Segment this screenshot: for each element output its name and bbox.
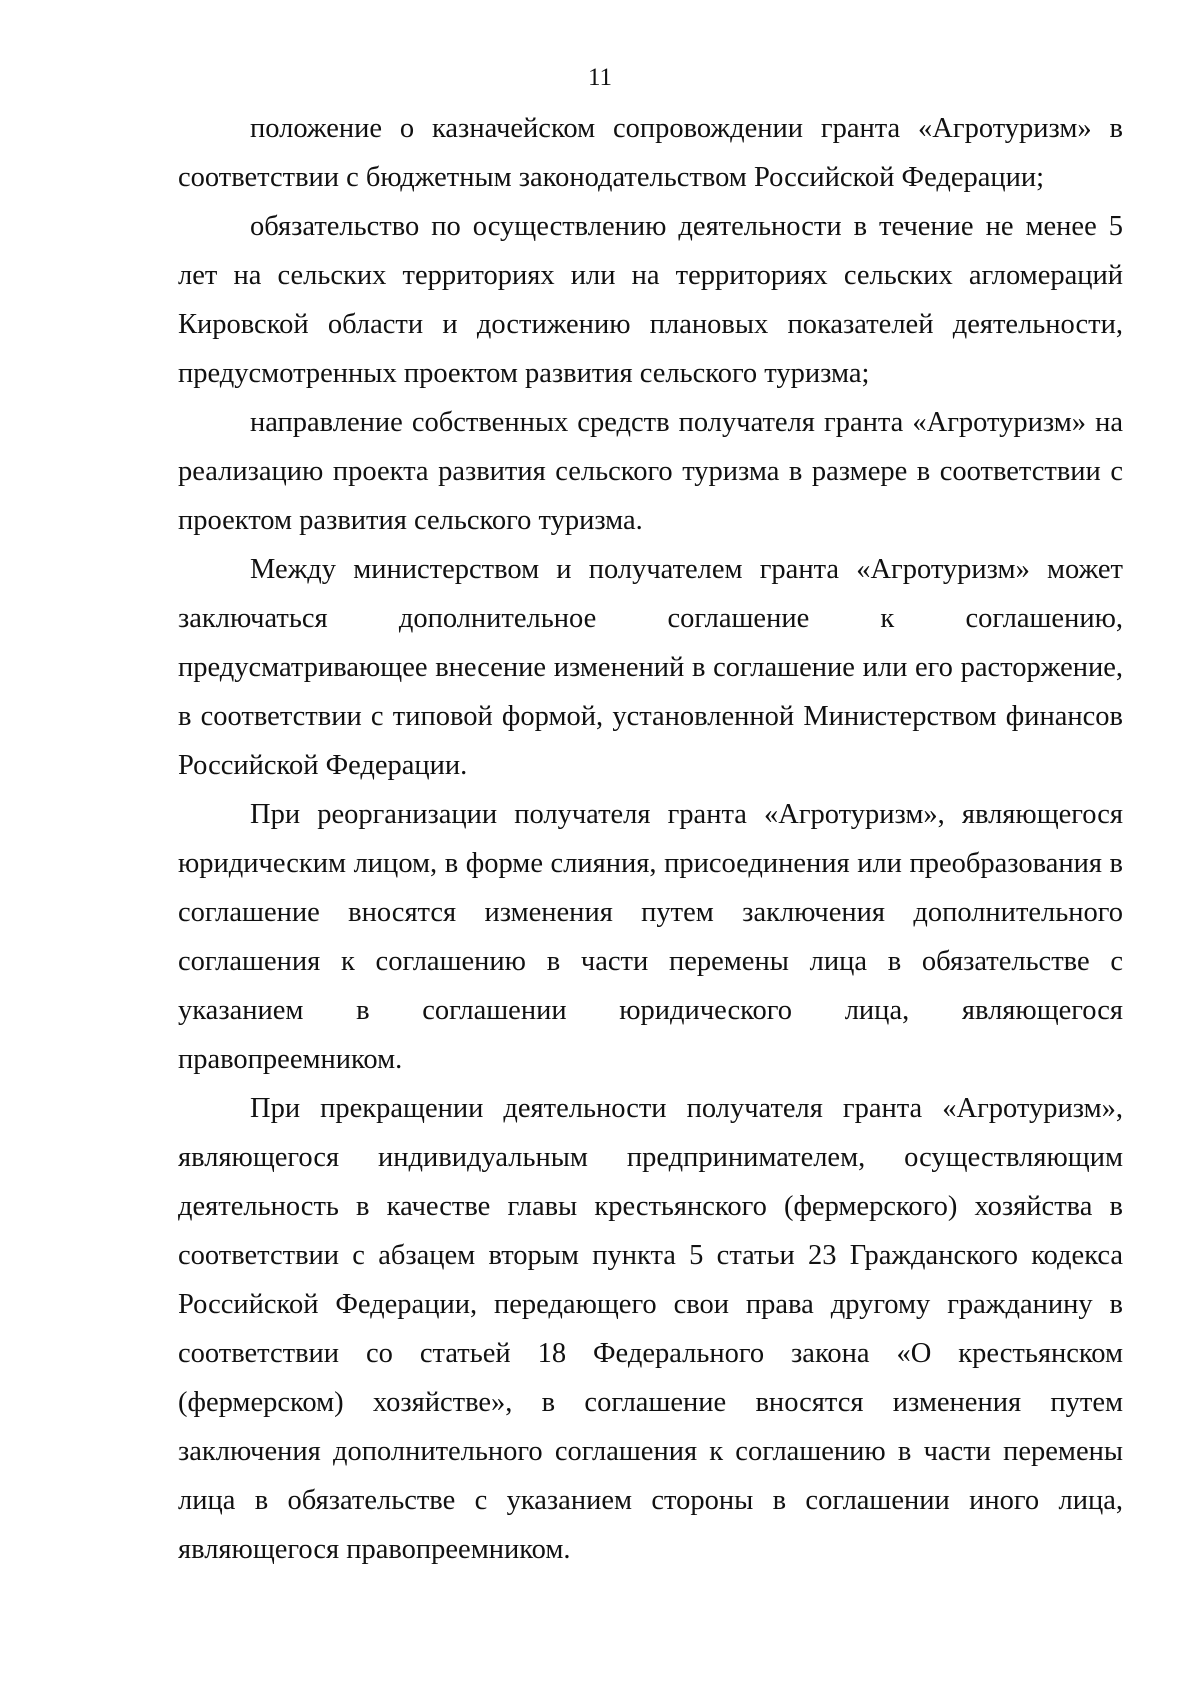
paragraph-own-funds: направление собственных средств получателя гранта «Агротуризм» на реализацию проекта развития сельского туризма в размере в соответствии с проектом развития сельского туризма. (178, 407, 1123, 536)
document-body (178, 104, 1123, 1574)
paragraph-additional-agreement: Между министерством и получателем гранта «Агротуризм» может заключаться дополнительное соглашение к соглашению, предусматривающее внесение изменений в соглашение или его расторжение, в соответствии с типовой формой, установленной Министерством финансов Российской Федерации. (178, 554, 1123, 781)
paragraph-treasury-support: положение о казначейском сопровождении гранта «Агротуризм» в соответствии с бюджетным законодательством Российской Федерации; (178, 113, 1123, 193)
paragraph-termination: При прекращении деятельности получателя гранта «Агротуризм», являющегося индивидуальным предпринимателем, осуществляющим деятельность в качестве главы крестьянского (фермерского) хозяйства в соответствии с абзацем вторым пункта 5 статьи 23 Гражданского кодекса Российской Федерации, передающего свои права другому гражданину в соответствии со статьей 18 Федерального закона «О крестьянском (фермерском) хозяйстве», в соглашение вносятся изменения путем заключения дополнительного соглашения к соглашению в части перемены лица в обязательстве с указанием стороны в соглашении иного лица, являющегося правопреемником. (178, 1093, 1123, 1565)
paragraph-obligation-activity: обязательство по осуществлению деятельности в течение не менее 5 лет на сельских территориях или на территориях сельских агломераций Кировской области и достижению плановых показателей деятельности, предусмотренных проектом развития сельского туризма; (178, 211, 1123, 389)
page-number: 11 (587, 64, 613, 91)
paragraph-reorganization: При реорганизации получателя гранта «Агротуризм», являющегося юридическим лицом, в форме слияния, присоединения или преобразования в соглашение вносятся изменения путем заключения дополнительного соглашения к соглашению в части перемены лица в обязательстве с указанием в соглашении юридического лица, являющегося правопреемником. (178, 799, 1123, 1075)
